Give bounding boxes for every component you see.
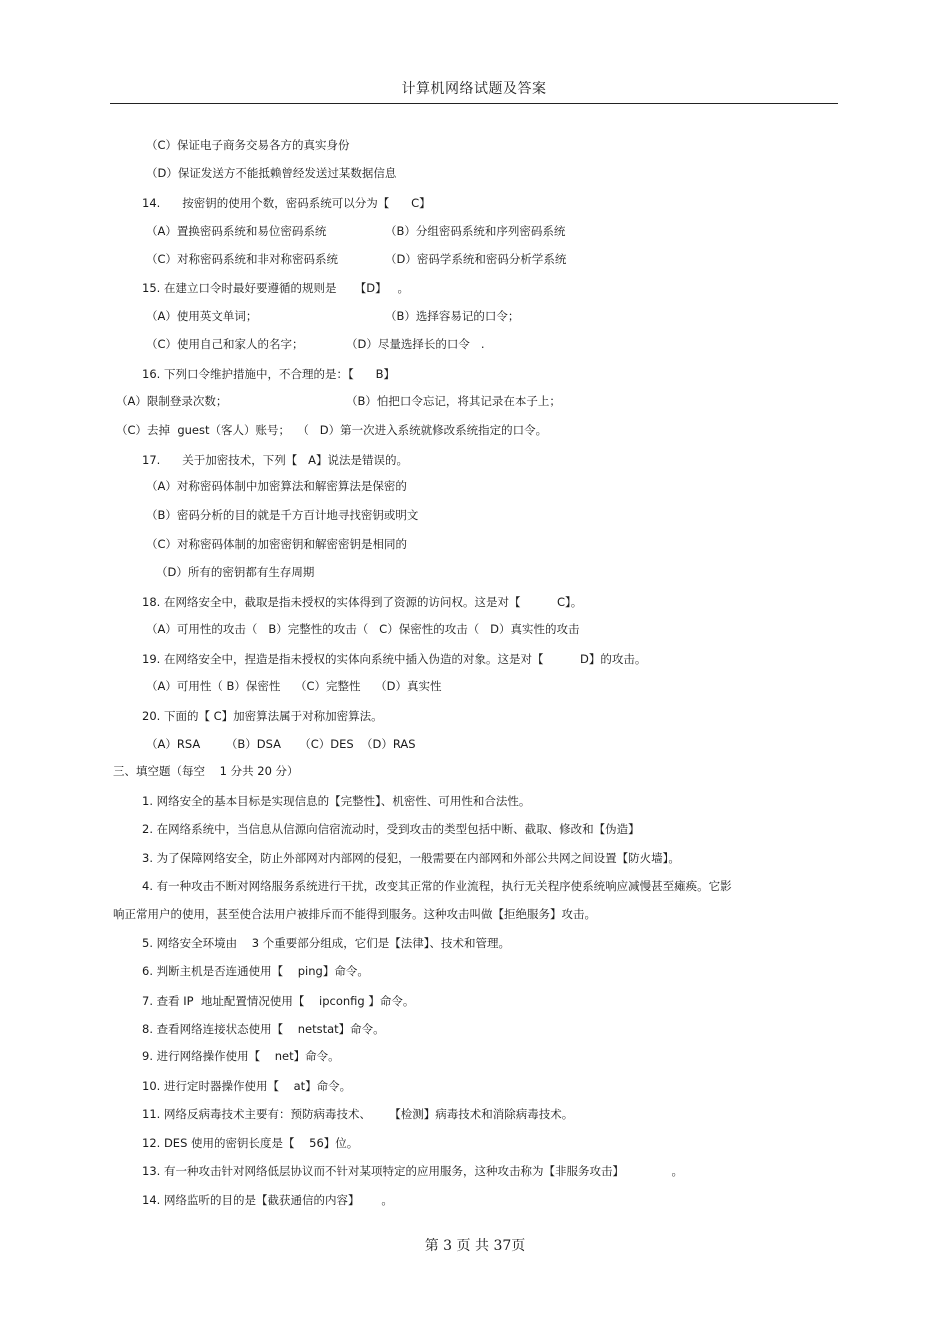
header-rule bbox=[110, 103, 838, 104]
fill-item-9: 9. 进行网络操作使用【 net】命令。 bbox=[142, 1049, 340, 1063]
question-14: 14. 按密钥的使用个数，密码系统可以分为【 C】 bbox=[142, 196, 431, 210]
question-20: 20. 下面的【 C】加密算法属于对称加密算法。 bbox=[142, 709, 383, 723]
page-header-title: 计算机网络试题及答案 bbox=[401, 81, 547, 97]
text-line: （A）对称密码体制中加密算法和解密算法是保密的 bbox=[146, 479, 407, 493]
text-line: （A）限制登录次数； bbox=[116, 394, 228, 408]
fill-item-3: 3. 为了保障网络安全，防止外部网对内部网的侵犯，一般需要在内部网和外部公共网之间设置【防火墙】。 bbox=[142, 851, 680, 865]
fill-item-8: 8. 查看网络连接状态使用【 netstat】命令。 bbox=[142, 1022, 385, 1036]
text-line: （D）密码学系统和密码分析学系统 bbox=[385, 252, 567, 266]
text-line: （C）对称密码系统和非对称密码系统 bbox=[146, 252, 339, 266]
page-number-footer: 第 3 页 共 37页 bbox=[424, 1238, 526, 1254]
fill-item-5: 5. 网络安全环境由 3 个重要部分组成，它们是【法律】、技术和管理。 bbox=[142, 936, 510, 950]
fill-item-1: 1. 网络安全的基本目标是实现信息的【完整性】、机密性、可用性和合法性。 bbox=[142, 794, 531, 808]
text-line: （A）置换密码系统和易位密码系统 bbox=[146, 224, 327, 238]
text-line: （D）尽量选择长的口令 . bbox=[346, 337, 485, 351]
text-line: （B）怕把口令忘记，将其记录在本子上； bbox=[346, 394, 561, 408]
text-line: （A）可用性（ B）保密性 （C）完整性 （D）真实性 bbox=[146, 679, 442, 693]
text-line: （A）可用性的攻击（ B）完整性的攻击（ C）保密性的攻击（ D）真实性的攻击 bbox=[146, 622, 580, 636]
fill-item-12: 12. DES 使用的密钥长度是【 56】位。 bbox=[142, 1136, 359, 1150]
fill-item-11: 11. 网络反病毒技术主要有：预防病毒技术、 【检测】病毒技术和消除病毒技术。 bbox=[142, 1107, 574, 1121]
fill-item-14: 14. 网络监听的目的是【截获通信的内容】 。 bbox=[142, 1193, 393, 1207]
section-heading: 三、填空题（每空 1 分共 20 分） bbox=[113, 764, 299, 778]
text-line: （C）对称密码体制的加密密钥和解密密钥是相同的 bbox=[146, 537, 408, 551]
text-line: （A）使用英文单词； bbox=[146, 309, 258, 323]
text-line: （B）分组密码系统和序列密码系统 bbox=[385, 224, 566, 238]
text-line: （B）密码分析的目的就是千方百计地寻找密钥或明文 bbox=[146, 508, 419, 522]
question-19: 19. 在网络安全中，捏造是指未授权的实体向系统中插入伪造的对象。这是对【 D】的攻击。 bbox=[142, 652, 647, 666]
text-line: （D）保证发送方不能抵赖曾经发送过某数据信息 bbox=[146, 166, 397, 180]
text-line: （C）去掉 guest（客人）账号； （ D）第一次进入系统就修改系统指定的口令。 bbox=[116, 423, 548, 437]
text-line: （A）RSA （B）DSA （C）DES （D）RAS bbox=[146, 737, 416, 751]
fill-item-6: 6. 判断主机是否连通使用【 ping】命令。 bbox=[142, 964, 369, 978]
fill-item-2: 2. 在网络系统中，当信息从信源向信宿流动时，受到攻击的类型包括中断、截取、修改和【伪造】 bbox=[142, 822, 640, 836]
text-line: 响正常用户的使用，甚至使合法用户被排斥而不能得到服务。这种攻击叫做【拒绝服务】攻击。 bbox=[113, 907, 596, 921]
fill-item-10: 10. 进行定时器操作使用【 at】命令。 bbox=[142, 1079, 352, 1093]
text-line: （D）所有的密钥都有生存周期 bbox=[156, 565, 315, 579]
question-15: 15. 在建立口令时最好要遵循的规则是 【D】 。 bbox=[142, 281, 410, 295]
text-line: （C）使用自己和家人的名字； bbox=[146, 337, 304, 351]
text-line: （B）选择容易记的口令； bbox=[385, 309, 520, 323]
fill-item-13: 13. 有一种攻击针对网络低层协议而不针对某项特定的应用服务，这种攻击称为【非服务攻击】 。 bbox=[142, 1164, 683, 1178]
text-line: （C）保证电子商务交易各方的真实身份 bbox=[146, 138, 350, 152]
question-17: 17. 关于加密技术，下列【 A】说法是错误的。 bbox=[142, 453, 409, 467]
fill-item-7: 7. 查看 IP 地址配置情况使用【 ipconfig 】命令。 bbox=[142, 994, 415, 1008]
fill-item-4: 4. 有一种攻击不断对网络服务系统进行干扰，改变其正常的作业流程，执行无关程序使系统响应减慢甚至瘫痪。它影 bbox=[142, 879, 732, 893]
question-16: 16. 下列口令维护措施中，不合理的是：【 B】 bbox=[142, 367, 396, 381]
question-18: 18. 在网络安全中，截取是指未授权的实体得到了资源的访问权。这是对【 C】。 bbox=[142, 595, 583, 609]
